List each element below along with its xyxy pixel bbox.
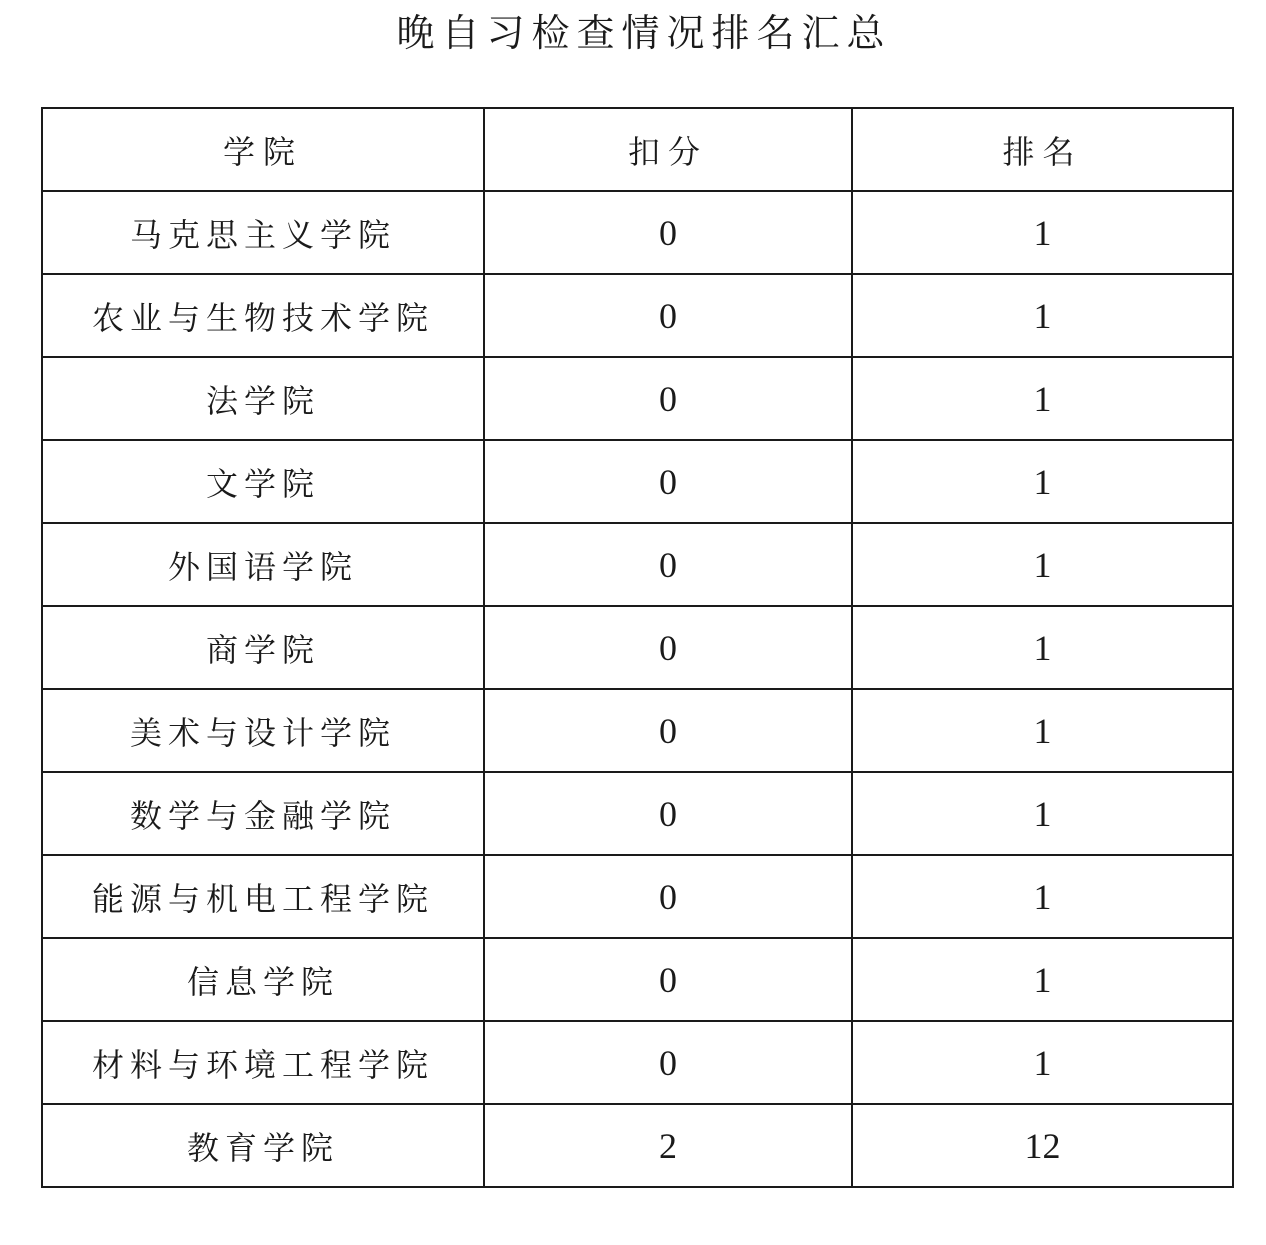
deduction-value: 0 xyxy=(484,523,852,606)
college-name: 法学院 xyxy=(42,357,484,440)
college-name: 农业与生物技术学院 xyxy=(42,274,484,357)
rank-value: 1 xyxy=(852,606,1233,689)
table-row xyxy=(42,523,1233,606)
table-row xyxy=(42,274,1233,357)
table-row xyxy=(42,772,1233,855)
deduction-value: 0 xyxy=(484,440,852,523)
table-row xyxy=(42,191,1233,274)
table-row xyxy=(42,938,1233,1021)
deduction-value: 0 xyxy=(484,357,852,440)
rank-value: 1 xyxy=(852,1021,1233,1104)
college-name: 外国语学院 xyxy=(42,523,484,606)
rank-value: 1 xyxy=(852,357,1233,440)
deduction-value: 0 xyxy=(484,191,852,274)
deduction-value: 0 xyxy=(484,855,852,938)
rank-value: 12 xyxy=(852,1104,1233,1187)
header-deduction: 扣分 xyxy=(484,108,852,191)
deduction-value: 0 xyxy=(484,938,852,1021)
college-name: 信息学院 xyxy=(42,938,484,1021)
table-row xyxy=(42,855,1233,938)
college-name: 材料与环境工程学院 xyxy=(42,1021,484,1104)
college-name: 美术与设计学院 xyxy=(42,689,484,772)
deduction-value: 2 xyxy=(484,1104,852,1187)
rank-value: 1 xyxy=(852,938,1233,1021)
rank-value: 1 xyxy=(852,689,1233,772)
table-row xyxy=(42,1021,1233,1104)
ranking-table xyxy=(41,107,1234,1188)
header-college: 学院 xyxy=(42,108,484,191)
page-title: 晚自习检查情况排名汇总 xyxy=(396,11,892,55)
deduction-value: 0 xyxy=(484,274,852,357)
header-rank: 排名 xyxy=(852,108,1233,191)
college-name: 数学与金融学院 xyxy=(42,772,484,855)
rank-value: 1 xyxy=(852,772,1233,855)
rank-value: 1 xyxy=(852,440,1233,523)
deduction-value: 0 xyxy=(484,772,852,855)
college-name: 商学院 xyxy=(42,606,484,689)
deduction-value: 0 xyxy=(484,689,852,772)
college-name: 文学院 xyxy=(42,440,484,523)
deduction-value: 0 xyxy=(484,606,852,689)
table-row xyxy=(42,689,1233,772)
college-name: 马克思主义学院 xyxy=(42,191,484,274)
table-row xyxy=(42,357,1233,440)
table-row xyxy=(42,1104,1233,1187)
college-name: 教育学院 xyxy=(42,1104,484,1187)
rank-value: 1 xyxy=(852,274,1233,357)
rank-value: 1 xyxy=(852,191,1233,274)
college-name: 能源与机电工程学院 xyxy=(42,855,484,938)
deduction-value: 0 xyxy=(484,1021,852,1104)
table-row xyxy=(42,440,1233,523)
rank-value: 1 xyxy=(852,855,1233,938)
rank-value: 1 xyxy=(852,523,1233,606)
table-header-row xyxy=(42,108,1233,191)
table-row xyxy=(42,606,1233,689)
